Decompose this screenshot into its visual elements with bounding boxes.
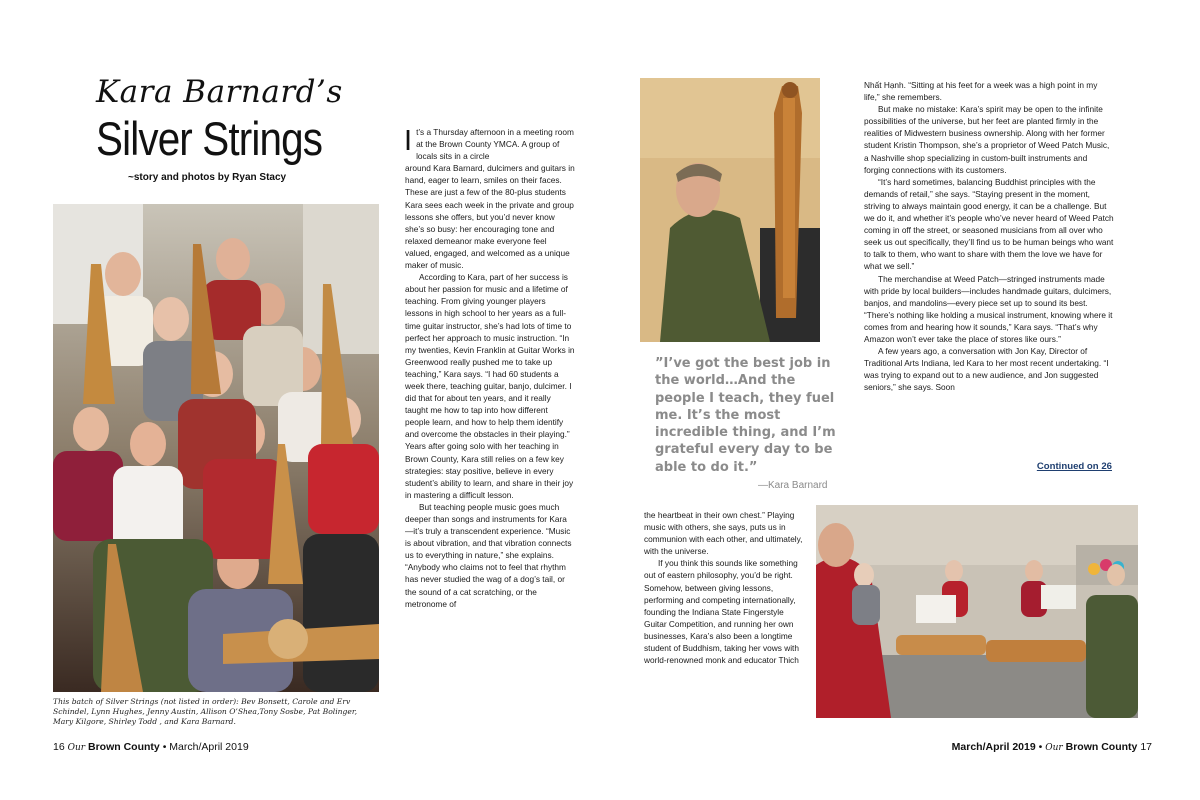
footer-brand: Brown County (88, 741, 160, 753)
body-column-3 (864, 79, 1114, 393)
paragraph-3: But teaching people music goes much deeper than songs and instruments for Kara—it’s truly a transcendent experience. “Music is about vibration, and that vibration connects us to everything in nature,” she explains. “Anybody who claims not to feel that rhythm has never studied the wag of a dog’s tail, or the sound of a cat scratching, or the metronome of (405, 501, 572, 609)
paragraph-7: But make no mistake: Kara’s spirit may be open to the infinite possibilities of the universe, but her feet are planted firmly in the realities of Midwestern business ownership. Along with her former student Kristin Thompson, she’s a proprietor of Weed Patch Music, a Nashville shop specializing in custom-built instruments and forging connections with its customers. (864, 104, 1110, 175)
footer-separator-right: • (1038, 741, 1043, 753)
byline: ~story and photos by Ryan Stacy (128, 172, 287, 183)
page-number-right: 17 (1140, 741, 1152, 753)
paragraph-8: “It’s hard sometimes, balancing Buddhist principles with the demands of retail,” she says. “Staying present in the moment, striving to always maintain good energy, it can be a challenge. But we do it, and whether it’s people who’ve never heard of Weed Patch coming in off the street, or seasoned musicians from all over who seek us out specifically, they’ll find us to be human beings who want to talk to them, who want to share with them the love we have for what we sell.” (864, 176, 1114, 272)
paragraph-2: According to Kara, part of her success is about her passion for music and a lifetime of teaching. From giving younger players lessons in high school to her years as a full-time guitar instructor, she’s had lots of time to perfect her approach to music instruction. “In my twenties, Kevin Franklin at Guitar Works in Greenwood really pushed me to take up teaching,” Kara says. “I had 60 students a week there, teaching guitar, banjo, dulcimer. I did that for about ten years, and it really taught me how to tap into how different people learn, and how to help them identify and overcome the obstacles in their playing.” Years after going solo with her teaching in Brown County, Kara still relies on a few key strategies: stay positive, believe in every student’s ability to learn, and share in their joy in mastering a difficult lesson. (405, 272, 575, 500)
footer-ours-right: Our (1045, 743, 1063, 753)
footer-left (53, 741, 249, 753)
title-script: Kara Barnard’s (96, 74, 343, 110)
pull-quote-attribution: —Kara Barnard (758, 480, 828, 491)
pull-quote: ”I’ve got the best job in the world…And the people I teach, they fuel me. It’s the most incredible thing, and I’m grateful every day to be able to do it.” (655, 356, 836, 475)
body-column-2 (644, 509, 804, 666)
footer-ours: Our (67, 743, 86, 753)
paragraph-1-lead: t’s a Thursday afternoon in a meeting room at the Brown County YMCA. A group of locals sits in a circle (416, 127, 574, 162)
paragraph-6: Nhất Hạnh. “Sitting at his feet for a week was a high point in my life,” she remembers. (864, 80, 1098, 103)
kara-portrait-photo (640, 78, 820, 342)
continued-link[interactable]: Continued on 26 (1036, 461, 1112, 472)
class-photo (816, 505, 1138, 718)
drop-cap: I (404, 125, 413, 157)
footer-issue: March/April 2019 (169, 741, 249, 753)
footer-brand-right: Brown County (1065, 741, 1138, 753)
paragraph-4: the heartbeat in their own chest.” Playing music with others, she says, puts us in communion with each other, and ultimately, with the universe. (644, 510, 803, 557)
paragraph-1-rest: around Kara Barnard, dulcimers and guitars in hand, eager to learn, smiles on their faces. These are just a few of the 80-plus students Kara sees each week in the private and group lessons she offers, but you’d never know she’s so busy: her encouraging tone and relaxed demeanor make everyone feel valued, engaged, and welcomed as a unique maker of music. (405, 163, 575, 271)
paragraph-1 (405, 126, 575, 271)
footer-issue-right: March/April 2019 (951, 741, 1036, 753)
footer-separator: • (162, 741, 167, 753)
page-number-left: 16 (53, 741, 65, 753)
article-title: Silver Strings (96, 112, 323, 165)
paragraph-9: The merchandise at Weed Patch—stringed instruments made with pride by local builders—includes handmade guitars, dulcimers, banjos, and mandolins—every piece set up to sound its best. “There’s nothing like holding a musical instrument, knowing where it comes from and hearing how it sounds,” Kara says. “That’s why Amazon won’t ever take the place of stores like ours.” (864, 273, 1113, 344)
group-photo (53, 204, 379, 692)
photo-caption: This batch of Silver Strings (not listed in order): Bev Bonsett, Carole and Erv Schindel, Lynn Hughes, Jenny Austin, Allison O’Shea,Tony Sosbe, Pat Bolinger, Mary Kilgore, Shirley Todd , and Kara Barnard. (53, 697, 358, 726)
body-column-1 (405, 126, 575, 610)
paragraph-5: If you think this sounds like something out of eastern philosophy, you’d be right. Somehow, between giving lessons, performing and competing internationally, founding the Indiana State Fingerstyle Guitar Competition, and running her own businesses, Kara’s also been a longtime student of Buddhism, taking her vows with world-renowned monk and educator Thich (644, 558, 799, 666)
paragraph-10: A few years ago, a conversation with Jon Kay, Director of Traditional Arts Indiana, led Kara to her most recent undertaking. “I was trying to expand out to a new audience, and Jon suggested seniors,” she says. Soon (864, 346, 1109, 393)
footer-right (952, 741, 1152, 753)
